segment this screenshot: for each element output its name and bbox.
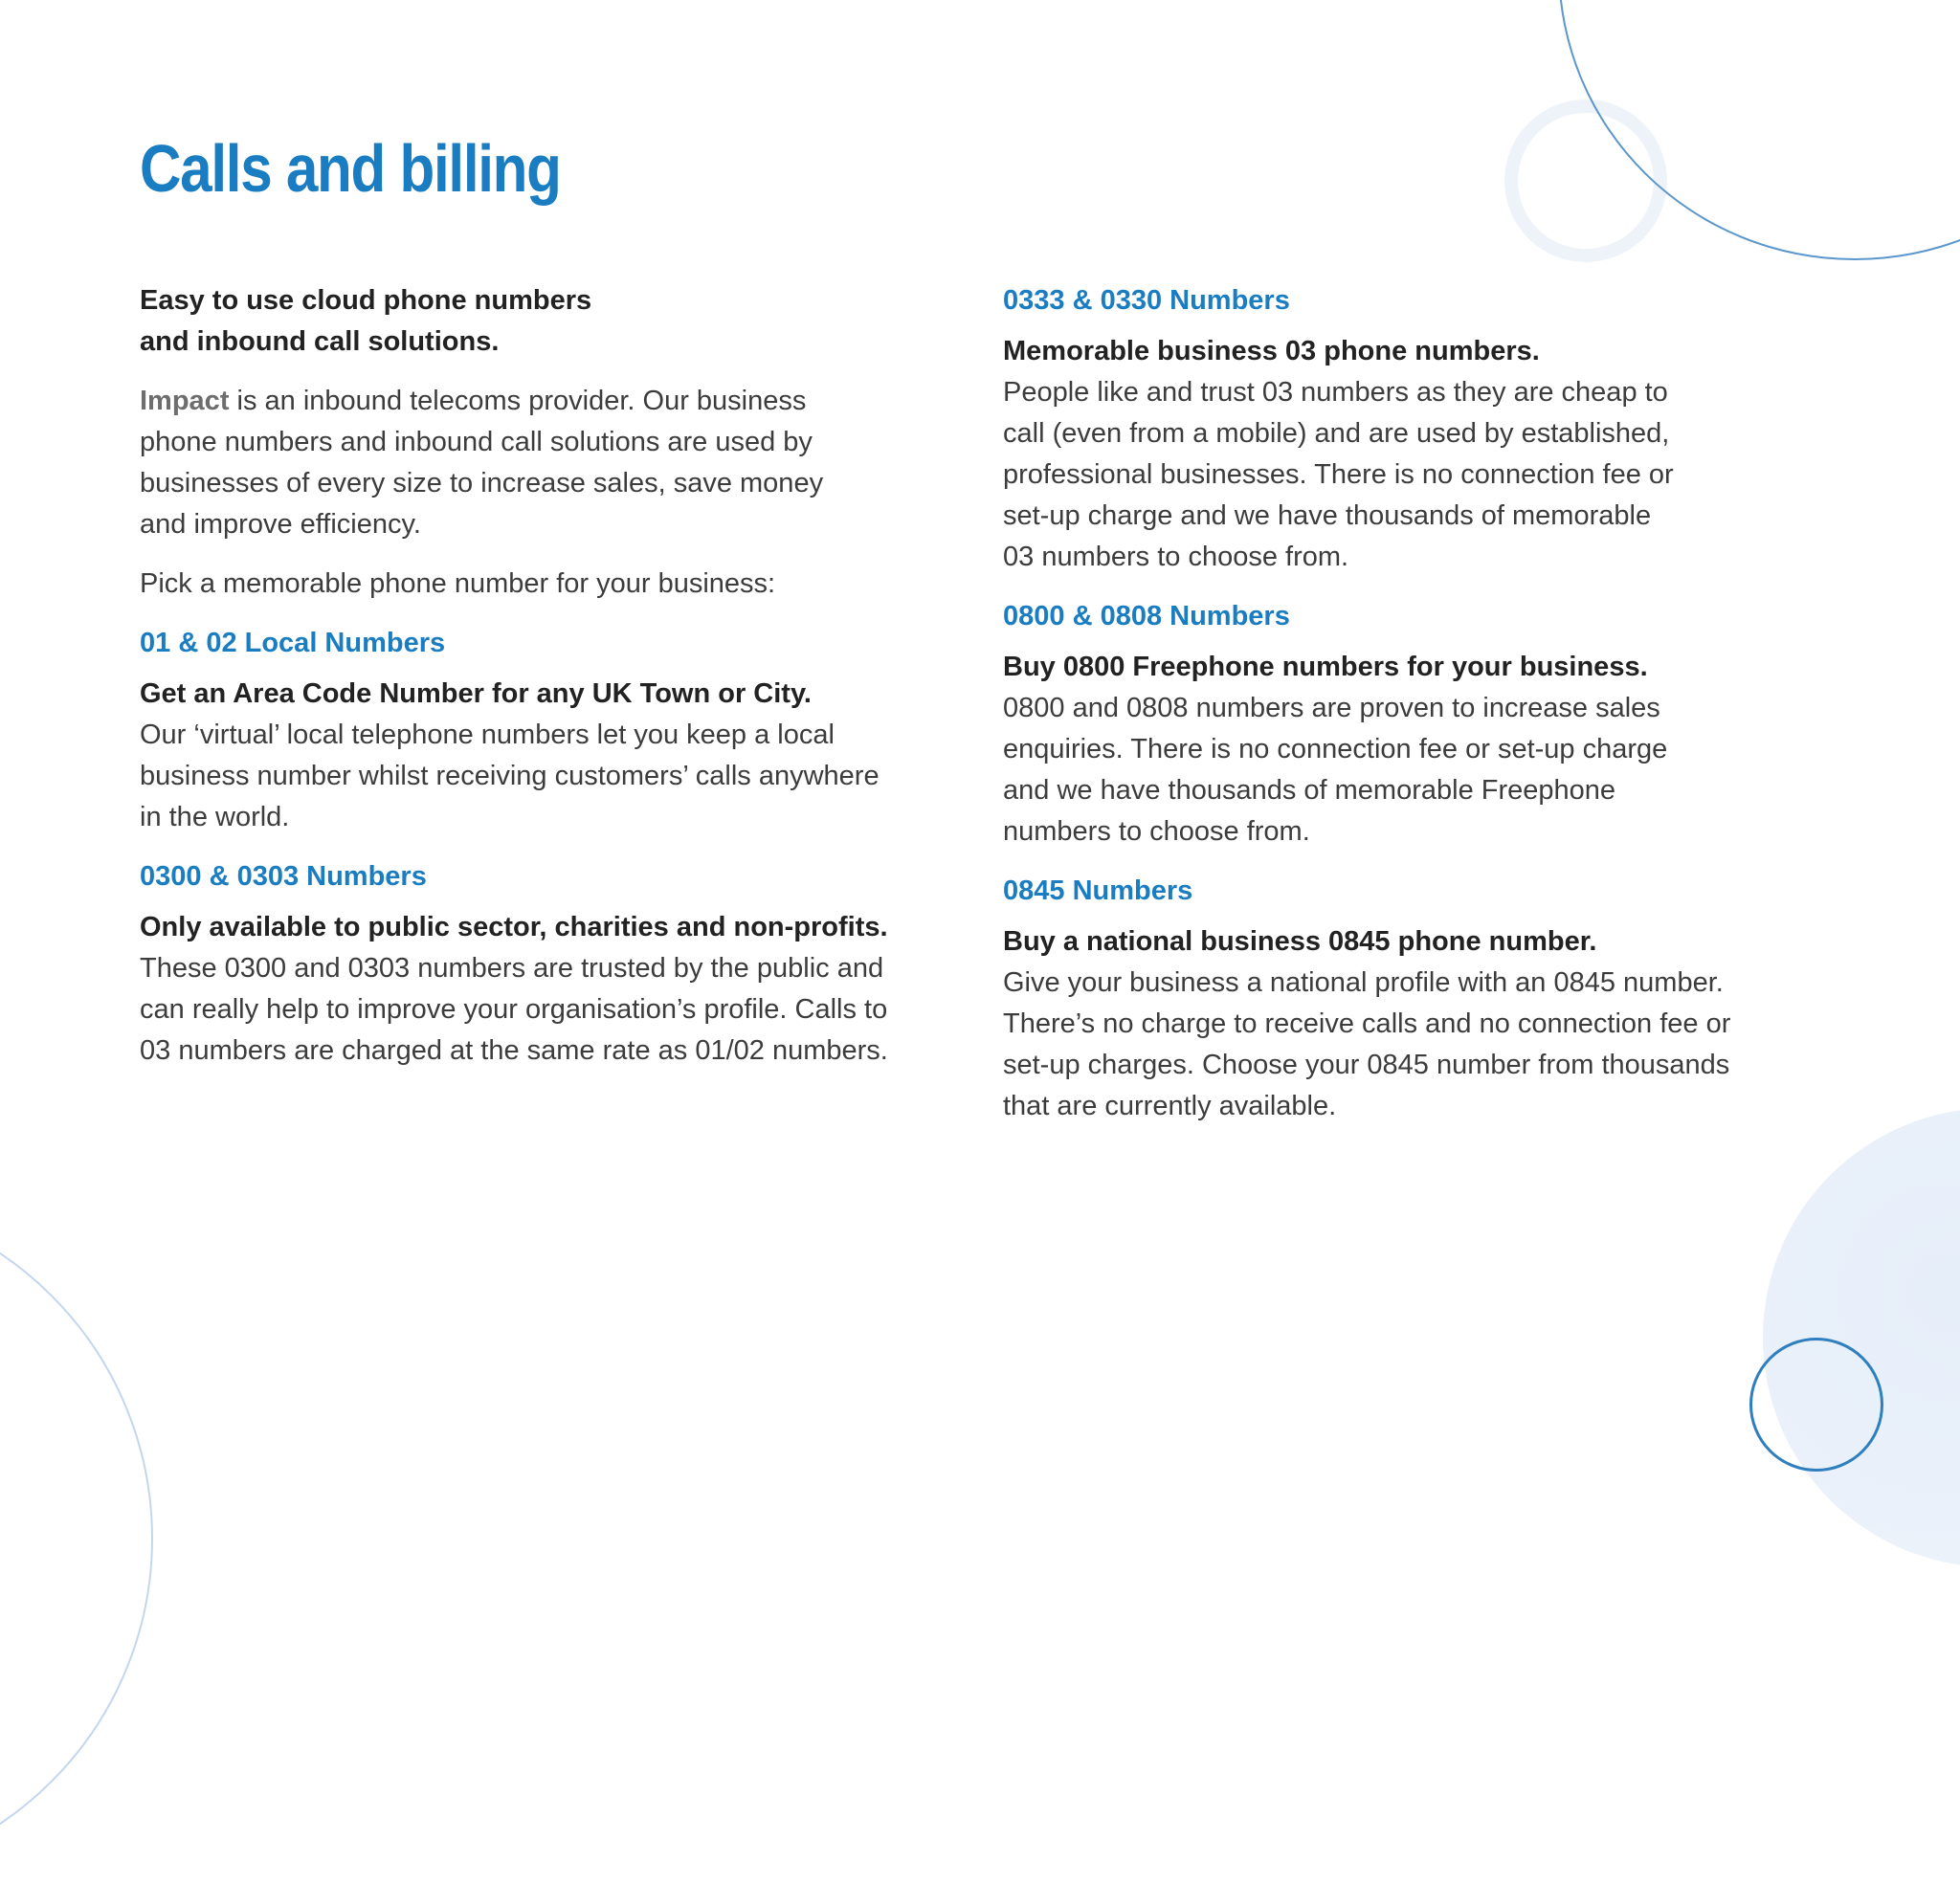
intro-line: businesses of every size to increase sales, save money: [140, 468, 824, 498]
section-body-line: business number whilst receiving customers’ calls anywhere: [140, 761, 880, 791]
pick-number-text: Pick a memorable phone number for your business:: [140, 568, 776, 599]
section-local-numbers: [140, 623, 963, 838]
section-body-line: People like and trust 03 numbers as they are cheap to: [1003, 377, 1668, 408]
section-body: [1003, 688, 1826, 853]
section-lead: Memorable business 03 phone numbers.: [1003, 336, 1540, 366]
section-body: [140, 948, 963, 1072]
section-lead: Buy a national business 0845 phone number.: [1003, 926, 1597, 957]
section-lead: Get an Area Code Number for any UK Town or City.: [140, 678, 812, 709]
section-body-line: call (even from a mobile) and are used by established,: [1003, 418, 1670, 449]
section-body-line: and we have thousands of memorable Freephone: [1003, 775, 1616, 806]
section-body: [140, 715, 963, 838]
section-0800-0808-numbers: [1003, 596, 1826, 853]
section-body-line: Our ‘virtual’ local telephone numbers let you keep a local: [140, 720, 835, 750]
section-body-line: Give your business a national profile with an 0845 number.: [1003, 967, 1724, 998]
section-body-line: 03 numbers are charged at the same rate as 01/02 numbers.: [140, 1035, 888, 1066]
brand-name: Impact: [140, 386, 230, 416]
section-body-line: set-up charges. Choose your 0845 number from thousands: [1003, 1050, 1730, 1080]
section-lead: Buy 0800 Freephone numbers for your business.: [1003, 652, 1648, 682]
intro-line-text: is an inbound telecoms provider. Our business: [229, 386, 807, 416]
section-0845-numbers: [1003, 871, 1826, 1127]
intro-line: phone numbers and inbound call solutions are used by: [140, 427, 813, 457]
section-body-line: 0800 and 0808 numbers are proven to increase sales: [1003, 693, 1660, 723]
intro-title-line: Easy to use cloud phone numbers: [140, 285, 592, 316]
decorative-arc-bottom-left: [0, 1194, 153, 1883]
section-0300-0303-numbers: [140, 856, 963, 1072]
section-heading: 0300 & 0303 Numbers: [140, 861, 427, 892]
decorative-ring-bottom-right: [1749, 1338, 1883, 1472]
intro-title: [140, 280, 963, 363]
left-column: [140, 280, 963, 1090]
section-body-line: numbers to choose from.: [1003, 816, 1310, 847]
section-heading: 0800 & 0808 Numbers: [1003, 601, 1290, 631]
section-body-line: can really help to improve your organisation’s profile. Calls to: [140, 994, 888, 1025]
section-body: [1003, 372, 1826, 578]
intro-line: and improve efficiency.: [140, 509, 421, 540]
section-heading: 0333 & 0330 Numbers: [1003, 285, 1290, 316]
section-lead: Only available to public sector, charities and non-profits.: [140, 912, 888, 942]
section-body-line: in the world.: [140, 802, 290, 832]
section-body-line: professional businesses. There is no connection fee or: [1003, 459, 1674, 490]
intro-paragraph: [140, 381, 963, 545]
page-title: Calls and billing: [140, 131, 561, 206]
decorative-faint-ring: [1504, 100, 1667, 262]
section-body-line: set-up charge and we have thousands of memorable: [1003, 500, 1652, 531]
intro-line: [140, 381, 963, 422]
right-column: [1003, 280, 1826, 1145]
section-body-line: that are currently available.: [1003, 1091, 1337, 1121]
section-body-line: These 0300 and 0303 numbers are trusted by the public and: [140, 953, 884, 984]
section-heading: 0845 Numbers: [1003, 875, 1193, 906]
section-0333-0330-numbers: [1003, 280, 1826, 578]
section-heading: 01 & 02 Local Numbers: [140, 628, 446, 658]
section-body-line: 03 numbers to choose from.: [1003, 542, 1349, 572]
section-body-line: enquiries. There is no connection fee or set-up charge: [1003, 734, 1668, 764]
decorative-ring-top-right: [1558, 0, 1960, 260]
section-body: [1003, 963, 1826, 1127]
intro-title-line: and inbound call solutions.: [140, 326, 500, 357]
decorative-blob-bottom-right: [1763, 1108, 1960, 1567]
section-body-line: There’s no charge to receive calls and no connection fee or: [1003, 1008, 1731, 1039]
